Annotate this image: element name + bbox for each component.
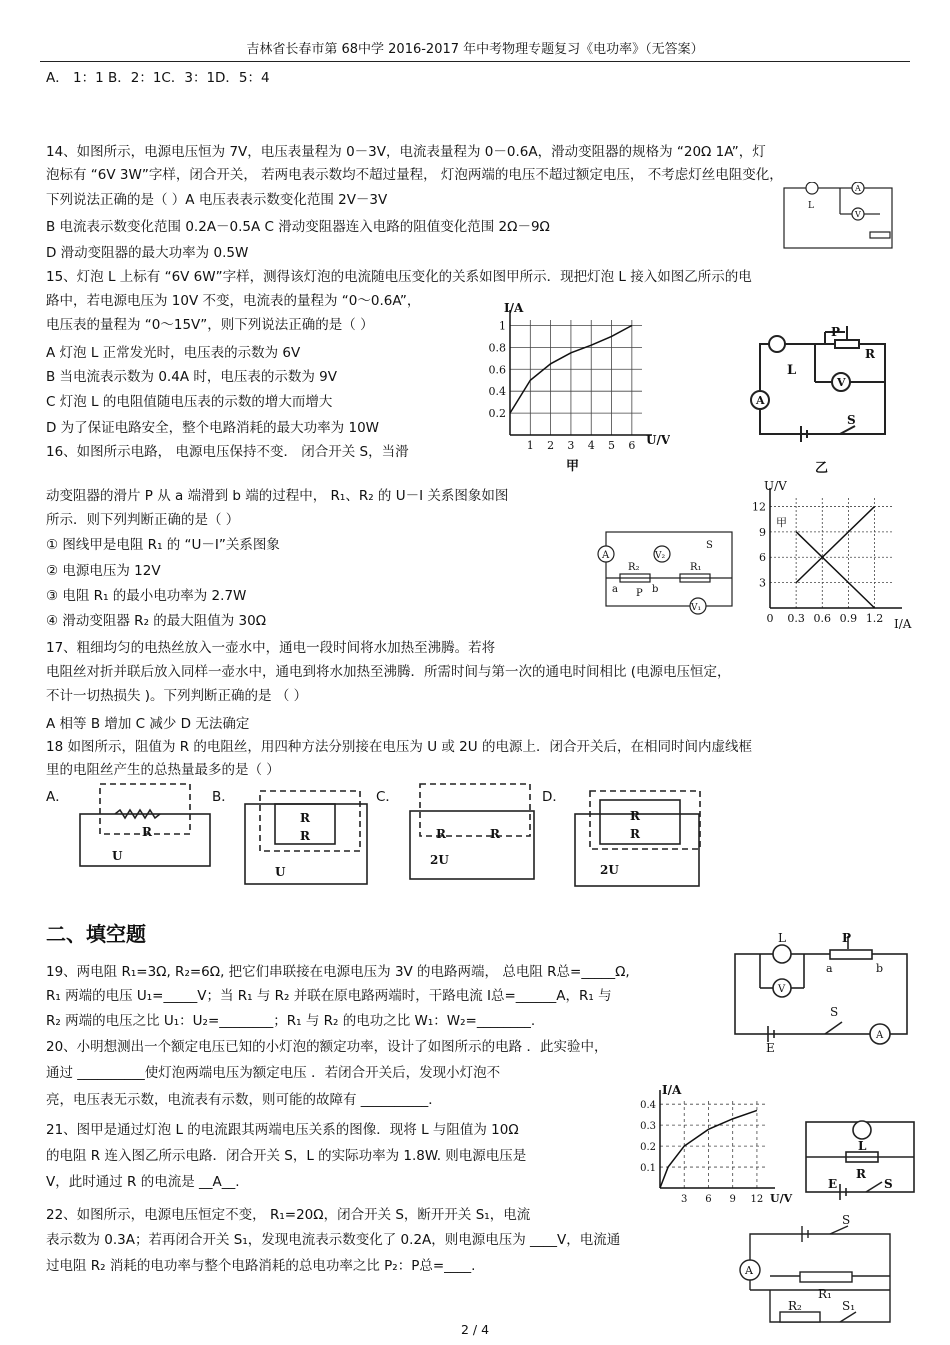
- text-line: D 为了保证电路安全，整个电路消耗的最大功率为 10W: [46, 420, 380, 436]
- x-tick-label: 4: [587, 439, 595, 452]
- text-line: ③ 电阻 R₁ 的最小电功率为 2.7W: [46, 588, 247, 604]
- y-tick-label: 0.3: [640, 1121, 656, 1133]
- text-line: 路中，若电源电压为 10V 不变，电流表的量程为 “0～0.6A”，: [46, 293, 421, 309]
- y-tick-label: 6: [759, 551, 766, 565]
- x-tick-label: 9: [729, 1194, 736, 1204]
- x-tick-label: 2: [547, 439, 555, 452]
- resistor-label: R: [436, 827, 446, 841]
- y-axis-label: I/A: [504, 301, 524, 315]
- ammeter-label: A: [745, 1264, 753, 1277]
- voltmeter-label: V: [855, 210, 861, 219]
- a-label: a: [612, 584, 618, 595]
- voltmeter1-label: V₁: [691, 603, 702, 613]
- b-label: b: [652, 584, 659, 595]
- resistor-label: R: [630, 827, 640, 841]
- r1-label: R₁: [818, 1287, 832, 1301]
- option-label: A．: [46, 789, 69, 805]
- text-line: 下列说法正确的是（ ）A 电压表表示数变化范围 2V－3V: [46, 192, 388, 208]
- ammeter-label: A: [876, 1030, 884, 1041]
- text-line: B 当电流表示数为 0.4A 时，电压表的示数为 9V: [46, 369, 337, 385]
- voltage-label: U: [112, 849, 123, 863]
- slider-label: P: [636, 588, 643, 599]
- text-line: ① 图线甲是电阻 R₁ 的 “U－I”关系图象: [46, 537, 280, 553]
- resistor-label: R: [300, 829, 310, 843]
- chart-marks: [640, 1090, 775, 1204]
- figure-caption: 乙: [815, 461, 829, 476]
- x-tick-label: 6: [705, 1194, 712, 1204]
- voltage-label: U: [275, 865, 286, 879]
- q14-circuit: [780, 182, 900, 254]
- q15-circuit-yi: [745, 322, 895, 482]
- lamp-label: L: [787, 363, 797, 378]
- text-line: 22、如图所示，电源电压恒定不变， R₁=20Ω，闭合开关 S，断开开关 S₁，电流: [46, 1207, 531, 1223]
- a-label: a: [826, 962, 833, 975]
- text-line: 21、图甲是通过灯泡 L 的电流跟其两端电压关系的图像．现将 L 与阻值为 10Ω: [46, 1122, 519, 1138]
- x-axis-label: U/V: [646, 433, 670, 447]
- text-line: D 滑动变阻器的最大功率为 0.5W: [46, 245, 249, 261]
- option-label: C．: [376, 789, 399, 805]
- b-label: b: [876, 962, 884, 975]
- x-tick-label: 0.6: [813, 612, 832, 625]
- x-tick-label: 1.2: [865, 612, 884, 625]
- text-line: ② 电源电压为 12V: [46, 563, 161, 579]
- y-tick-label: 0.6: [488, 363, 506, 377]
- q16-circuit: [594, 526, 740, 624]
- text-line: 过电阻 R₂ 消耗的电功率与整个电路消耗的总电功率之比 P₂：P总=____.: [46, 1258, 476, 1274]
- q18-figures: [70, 776, 710, 892]
- resistor-label: R: [630, 809, 640, 823]
- switch1-label: S₁: [842, 1299, 856, 1313]
- text-line: 14、如图所示，电源电压恒为 7V，电压表量程为 0－3V，电流表量程为 0－0.6A，滑动变阻器的规格为 “20Ω 1A”，灯: [46, 144, 766, 160]
- text-line: 所示．则下列判断正确的是（ ）: [46, 512, 240, 528]
- resistor-label: R: [142, 825, 152, 839]
- text-line: V，此时通过 R 的电流是 __A__.: [46, 1174, 240, 1190]
- y-tick-label: 9: [759, 525, 766, 539]
- text-line: 19、两电阻 R₁=3Ω, R₂=6Ω, 把它们串联接在电源电压为 3V 的电路两端， 总电阻 R总=_____Ω,: [46, 964, 630, 980]
- y-tick-label: 0.4: [640, 1100, 656, 1112]
- source-label: E: [828, 1177, 838, 1191]
- text-line: 泡标有 “6V 3W”字样，闭合开关， 若两电表示数均不超过量程， 灯泡两端的电压不超过额定电压， 不考虑灯丝电阻变化，: [46, 167, 783, 183]
- resistor-label: R: [300, 811, 310, 825]
- lamp-label: L: [778, 931, 786, 945]
- voltage-label: 2U: [430, 853, 449, 867]
- text-line: 15、灯泡 L 上标有 “6V 6W”字样，测得该灯泡的电流随电压变化的关系如图甲所示．现把灯泡 L 接入如图乙所示的电: [46, 269, 752, 285]
- y-tick-label: 3: [759, 576, 766, 590]
- y-axis-label: U/V: [764, 479, 787, 493]
- x-tick-label: 0.9: [839, 612, 858, 625]
- resistor-label: R: [856, 1167, 866, 1181]
- text-line: 电阻丝对折并联后放入同样一壶水中，通电到将水加热至沸腾．所需时间与第一次的通电时间相比 (电源电压恒定，: [46, 664, 731, 680]
- text-line: 电压表的量程为 “0～15V”，则下列说法正确的是（ ）: [46, 317, 374, 333]
- text-line: 不计一切热损失 )。下列判断正确的是 （ ）: [46, 688, 308, 704]
- q15-chart-jia: [480, 300, 670, 478]
- q22-circuit: [730, 1212, 915, 1334]
- text-line: 里的电阻丝产生的总热量最多的是（ ）: [46, 762, 280, 778]
- switch-label: S: [884, 1177, 893, 1191]
- ammeter-label: A: [602, 550, 610, 561]
- chart-grid: [510, 320, 642, 435]
- text-line: R₁ 两端的电压 U₁=_____V；当 R₁ 与 R₂ 并联在原电路两端时，干路电流 I总=______A，R₁ 与: [46, 988, 612, 1004]
- lamp-label: L: [858, 1139, 867, 1153]
- chart-caption: 甲: [566, 459, 580, 474]
- chart-grid: [770, 498, 892, 608]
- rheostat-label: R: [865, 347, 875, 361]
- x-tick-label: 6: [628, 439, 636, 452]
- text-line: 16、如图所示电路， 电源电压保持不变． 闭合开关 S，当滑: [46, 444, 409, 460]
- y-tick-label: 12: [752, 500, 766, 514]
- text-line: 表示数为 0.3A；若再闭合开关 S₁，发现电流表示数变化了 0.2A，则电源电压为 ____V，电流通: [46, 1232, 621, 1248]
- text-line: 20、小明想测出一个额定电压已知的小灯泡的额定功率，设计了如图所示的电路 ．此实验中，: [46, 1039, 608, 1055]
- chart-marks: [489, 310, 653, 452]
- y-tick-label: 0.1: [640, 1163, 656, 1175]
- option-label: D．: [542, 789, 566, 805]
- text-line: B 电流表示数变化范围 0.2A－0.5A C 滑动变阻器连入电路的阻值变化范围 2Ω－9Ω: [46, 219, 550, 235]
- resistor-label: R: [490, 827, 500, 841]
- y-axis-label: I/A: [662, 1083, 682, 1097]
- text-line: ④ 滑动变阻器 R₂ 的最大阻值为 30Ω: [46, 613, 267, 629]
- x-tick-label: 3: [681, 1194, 688, 1204]
- q21-chart: [630, 1082, 800, 1204]
- text-line: A 灯泡 L 正常发光时，电压表的示数为 6V: [46, 345, 301, 361]
- y-tick-label: 0.2: [488, 407, 506, 421]
- series-line: [796, 532, 874, 608]
- y-tick-label: 1: [499, 319, 506, 333]
- text-line: R₂ 两端的电压之比 U₁：U₂=________；R₁ 与 R₂ 的电功之比 W₁：W₂=________.: [46, 1013, 536, 1029]
- r2-label: R₂: [628, 562, 640, 573]
- text-line: 通过 __________使灯泡两端电压为额定电压 ．若闭合开关后，发现小灯泡不: [46, 1065, 501, 1081]
- y-tick-label: 0.8: [488, 341, 506, 355]
- text-line: 17、粗细均匀的电热丝放入一壶水中，通电一段时间将水加热至沸腾。若将: [46, 640, 496, 656]
- text-line: C 灯泡 L 的电阻值随电压表的示数的增大而增大: [46, 394, 333, 410]
- r2-label: R₂: [788, 1299, 802, 1313]
- x-tick-label: 0: [766, 612, 774, 625]
- text-line: 18 如图所示，阻值为 R 的电阻丝，用四种方法分别接在电压为 U 或 2U 的电源上．闭合开关后，在相同时间内虚线框: [46, 739, 752, 755]
- x-tick-label: 12: [750, 1194, 764, 1204]
- switch-label: S: [847, 413, 856, 427]
- voltmeter2-label: V₂: [655, 551, 666, 561]
- q20-circuit: [730, 928, 915, 1053]
- page-number: 2 / 4: [460, 1322, 490, 1337]
- y-tick-label: 0.4: [488, 385, 506, 399]
- voltmeter-label: V: [778, 984, 786, 995]
- slider-label: P: [831, 325, 841, 339]
- lamp-label: L: [808, 201, 814, 211]
- switch-label: S: [842, 1213, 851, 1227]
- x-tick-label: 1: [526, 439, 534, 452]
- chart-marks: [752, 488, 902, 625]
- section-title: 二、填空题: [46, 922, 146, 946]
- voltage-label: 2U: [600, 863, 619, 877]
- x-tick-label: 5: [608, 439, 616, 452]
- series-jia-label: 甲: [776, 516, 787, 529]
- r1-label: R₁: [690, 562, 702, 573]
- ammeter-label: A: [756, 394, 765, 407]
- switch-label: S: [706, 540, 713, 551]
- page-header: 吉林省长春市第 68中学 2016-2017 年中考物理专题复习《电功率》（无答案）: [40, 38, 910, 62]
- x-axis-label: I/A: [894, 617, 912, 631]
- x-tick-label: 0.3: [787, 612, 805, 625]
- text-line: 的电阻 R 连入图乙所示电路．闭合开关 S，L 的实际功率为 1.8W. 则电源电压是: [46, 1148, 527, 1164]
- slider-label: P: [842, 931, 852, 945]
- ammeter-label: A: [855, 184, 861, 193]
- text-line: 亮，电压表无示数，电流表有示数，则可能的故障有 __________．: [46, 1092, 442, 1108]
- q21-circuit: [800, 1108, 920, 1208]
- text-line: A 相等 B 增加 C 减少 D 无法确定: [46, 716, 250, 732]
- text-line: A． 1：1 B．2：1C．3：1D．5：4: [46, 70, 270, 86]
- q16-chart: [742, 478, 922, 638]
- voltmeter-label: V: [837, 376, 846, 389]
- option-label: B．: [212, 789, 235, 805]
- x-tick-label: 3: [567, 439, 575, 452]
- source-label: E: [766, 1041, 775, 1053]
- text-line: 动变阻器的滑片 P 从 a 端滑到 b 端的过程中， R₁、R₂ 的 U－I 关系图象如图: [46, 488, 509, 504]
- series-line: [796, 506, 874, 582]
- switch-label: S: [830, 1005, 839, 1019]
- y-tick-label: 0.2: [640, 1142, 656, 1154]
- x-axis-label: U/V: [770, 1192, 793, 1204]
